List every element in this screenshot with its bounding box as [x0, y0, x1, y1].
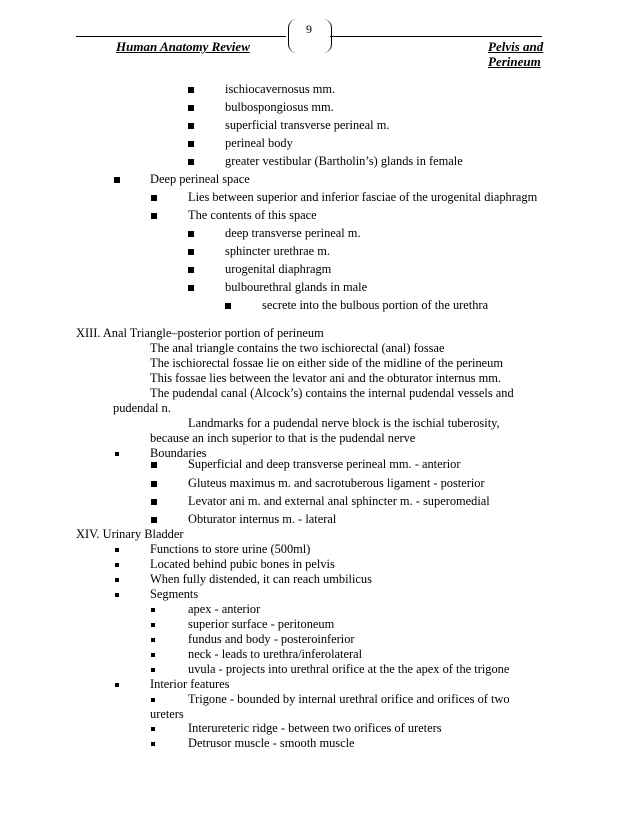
list-item: Segments [150, 587, 199, 601]
list-item: superficial transverse perineal m. [225, 118, 390, 132]
bullet [188, 249, 194, 255]
bullet [114, 177, 120, 183]
bullet [151, 213, 157, 219]
bullet [188, 141, 194, 147]
bullet [115, 452, 119, 456]
list-item: The contents of this space [188, 208, 317, 222]
list-item: Trigone - bounded by internal urethral orifice and orifices of two [188, 692, 510, 706]
bullet [151, 462, 157, 468]
header-rule-right [330, 36, 542, 37]
list-item: bulbospongiosus mm. [225, 100, 334, 114]
list-item: Gluteus maximus m. and sacrotuberous ligament - posterior [188, 476, 485, 490]
page-number: 9 [306, 22, 312, 36]
list-item: Levator ani m. and external anal sphincter m. - superomedial [188, 494, 490, 508]
header-title-right [488, 39, 568, 69]
bullet [115, 548, 119, 552]
list-item: sphincter urethrae m. [225, 244, 330, 258]
bullet [115, 593, 119, 597]
list-item: bulbourethral glands in male [225, 280, 368, 294]
paragraph-line: The ischiorectal fossae lie on either side of the midline of the perineum [150, 356, 504, 370]
list-item: Deep perineal space [150, 172, 250, 186]
bullet [188, 267, 194, 273]
list-item: Superficial and deep transverse perineal mm. - anterior [188, 457, 461, 471]
paragraph-line: ureters [150, 707, 184, 721]
bullet [151, 727, 155, 731]
list-item: Interureteric ridge - between two orifices of ureters [188, 721, 442, 735]
list-item: perineal body [225, 136, 293, 150]
bullet [151, 668, 155, 672]
bullet [151, 195, 157, 201]
list-item: urogenital diaphragm [225, 262, 332, 276]
list-item: ischiocavernosus mm. [225, 82, 336, 96]
list-item: Detrusor muscle - smooth muscle [188, 736, 355, 750]
list-item: superior surface - peritoneum [188, 617, 335, 631]
list-item: greater vestibular (Bartholin’s) glands in female [225, 154, 463, 168]
bullet [115, 683, 119, 687]
bullet [151, 653, 155, 657]
list-item: neck - leads to urethra/inferolateral [188, 647, 363, 661]
bullet [188, 231, 194, 237]
paragraph-line: The pudendal canal (Alcock’s) contains the internal pudendal vessels and [150, 386, 514, 400]
list-item: secrete into the bulbous portion of the urethra [262, 298, 489, 312]
list-item: Lies between superior and inferior fasciae of the urogenital diaphragm [188, 190, 538, 204]
paragraph-line: pudendal n. [113, 401, 171, 415]
list-item: Functions to store urine (500ml) [150, 542, 311, 556]
list-item: deep transverse perineal m. [225, 226, 361, 240]
bullet [188, 87, 194, 93]
section-heading-urinary-bladder: XIV. Urinary Bladder [76, 527, 184, 541]
paragraph-line: Landmarks for a pudendal nerve block is the ischial tuberosity, [188, 416, 500, 430]
bullet [151, 517, 157, 523]
list-item: When fully distended, it can reach umbilicus [150, 572, 372, 586]
list-item: Boundaries [150, 446, 207, 460]
bullet [115, 563, 119, 567]
bullet [188, 285, 194, 291]
bullet [188, 105, 194, 111]
bullet [188, 123, 194, 129]
bullet [151, 742, 155, 746]
bullet [151, 499, 157, 505]
paragraph-line: The anal triangle contains the two ischiorectal (anal) fossae [150, 341, 445, 355]
header-title-right-line2: Perineum [488, 54, 541, 69]
bullet [115, 578, 119, 582]
paragraph-line: This fossae lies between the levator ani and the obturator internus mm. [150, 371, 501, 385]
header-title-left: Human Anatomy Review [116, 39, 250, 54]
bullet [151, 623, 155, 627]
section-heading-anal-triangle: XIII. Anal Triangle–posterior portion of perineum [76, 326, 324, 340]
header-rule-left [76, 36, 286, 37]
list-item: Obturator internus m. - lateral [188, 512, 337, 526]
bullet [151, 608, 155, 612]
bullet [151, 481, 157, 487]
bullet [151, 698, 155, 702]
list-item: Interior features [150, 677, 230, 691]
bullet [151, 638, 155, 642]
list-item: Located behind pubic bones in pelvis [150, 557, 335, 571]
header-title-right-line1: Pelvis and [488, 39, 544, 54]
bullet [188, 159, 194, 165]
list-item: fundus and body - posteroinferior [188, 632, 355, 646]
bullet [225, 303, 231, 309]
list-item: uvula - projects into urethral orifice at the the apex of the trigone [188, 662, 510, 676]
paragraph-line: because an inch superior to that is the pudendal nerve [150, 431, 416, 445]
list-item: apex - anterior [188, 602, 261, 616]
